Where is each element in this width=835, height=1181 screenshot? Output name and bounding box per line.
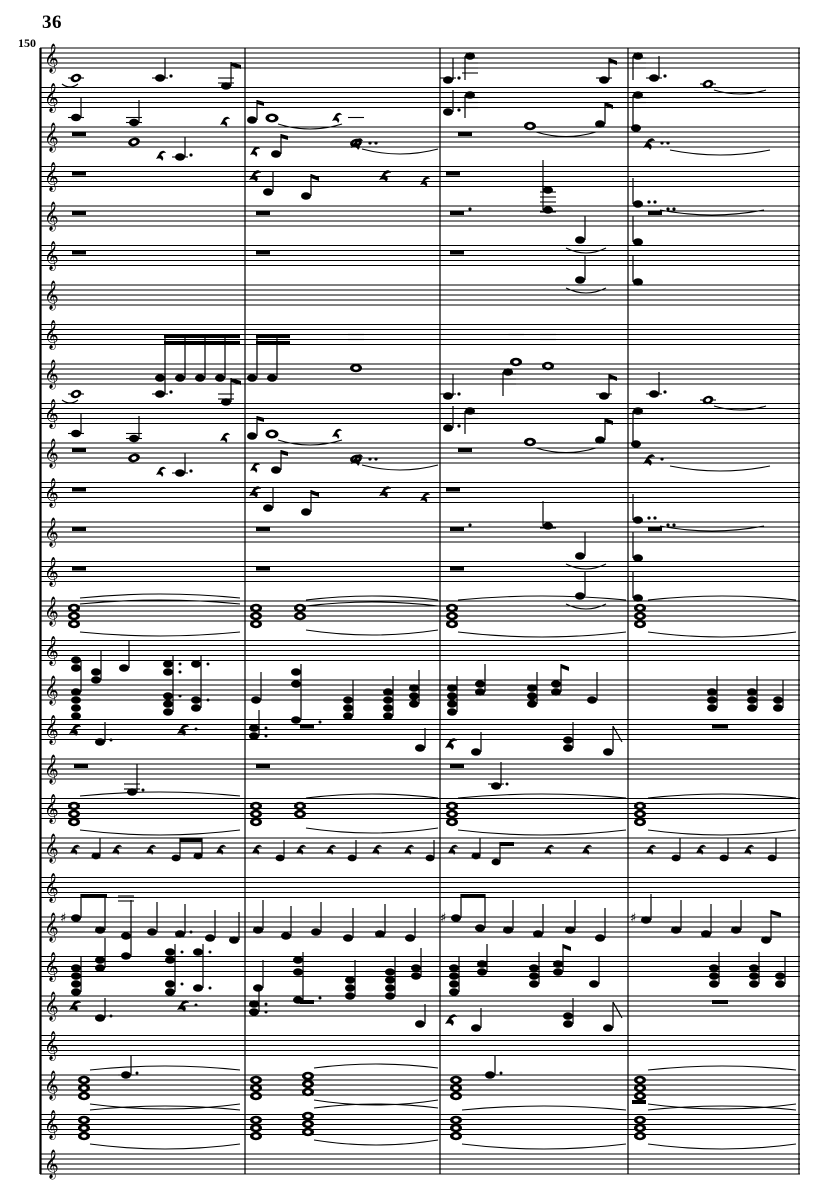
svg-text:𝄞: 𝄞 [44,240,59,270]
staff-12-music [72,523,676,569]
svg-text:𝄞: 𝄞 [44,201,59,230]
svg-text:𝄞: 𝄞 [44,793,59,823]
svg-text:𝄞: 𝄞 [44,398,59,428]
svg-text:𝄞: 𝄞 [44,438,59,467]
staff-23-music [71,928,785,1004]
svg-text:𝄞: 𝄞 [44,754,59,783]
clefs [44,43,59,1179]
staff-15-music [71,640,783,724]
staff-20-music [70,838,777,865]
measure-number: 150 [18,36,36,50]
svg-text:♯: ♯ [630,911,637,926]
svg-text:𝄞: 𝄞 [44,635,59,665]
staff-17-music [69,710,728,756]
staff-7-music [155,334,556,382]
svg-text:𝄞: 𝄞 [44,359,59,388]
svg-text:𝄞: 𝄞 [44,1149,59,1178]
svg-text:𝄞: 𝄞 [44,596,59,625]
svg-text:𝄞: 𝄞 [44,991,59,1020]
svg-text:𝄞: 𝄞 [44,1109,59,1139]
staff-21-music [60,894,781,944]
staff-5-music [72,251,643,294]
svg-text:𝄞: 𝄞 [44,951,59,981]
svg-text:𝄞: 𝄞 [44,122,59,151]
svg-text:𝄞: 𝄞 [44,319,59,349]
page-number: 36 [42,12,62,33]
svg-text:𝄞: 𝄞 [44,477,59,507]
svg-text:♯: ♯ [440,911,447,926]
staff-2-music [72,132,770,202]
staff-4-music [72,207,676,253]
svg-text:𝄞: 𝄞 [44,43,59,72]
svg-text:𝄞: 𝄞 [44,517,59,546]
svg-text:𝄞: 𝄞 [44,556,59,586]
svg-text:𝄞: 𝄞 [44,675,59,704]
svg-text:𝄞: 𝄞 [44,833,59,862]
svg-text:𝄞: 𝄞 [44,912,59,941]
staff-14-music [68,594,796,637]
svg-text:𝄞: 𝄞 [44,1030,59,1060]
staff-lines [40,48,800,1174]
svg-text:𝄞: 𝄞 [44,714,59,744]
svg-text:𝄞: 𝄞 [44,161,59,191]
staff-26-music [78,1055,796,1109]
staff-27-music [78,1104,796,1149]
svg-text:𝄞: 𝄞 [44,1070,59,1099]
staff-10-music [72,448,770,477]
svg-text:𝄞: 𝄞 [44,82,59,112]
svg-text:𝄞: 𝄞 [44,872,59,902]
svg-text:𝄞: 𝄞 [44,280,59,309]
svg-text:♯: ♯ [60,911,67,926]
